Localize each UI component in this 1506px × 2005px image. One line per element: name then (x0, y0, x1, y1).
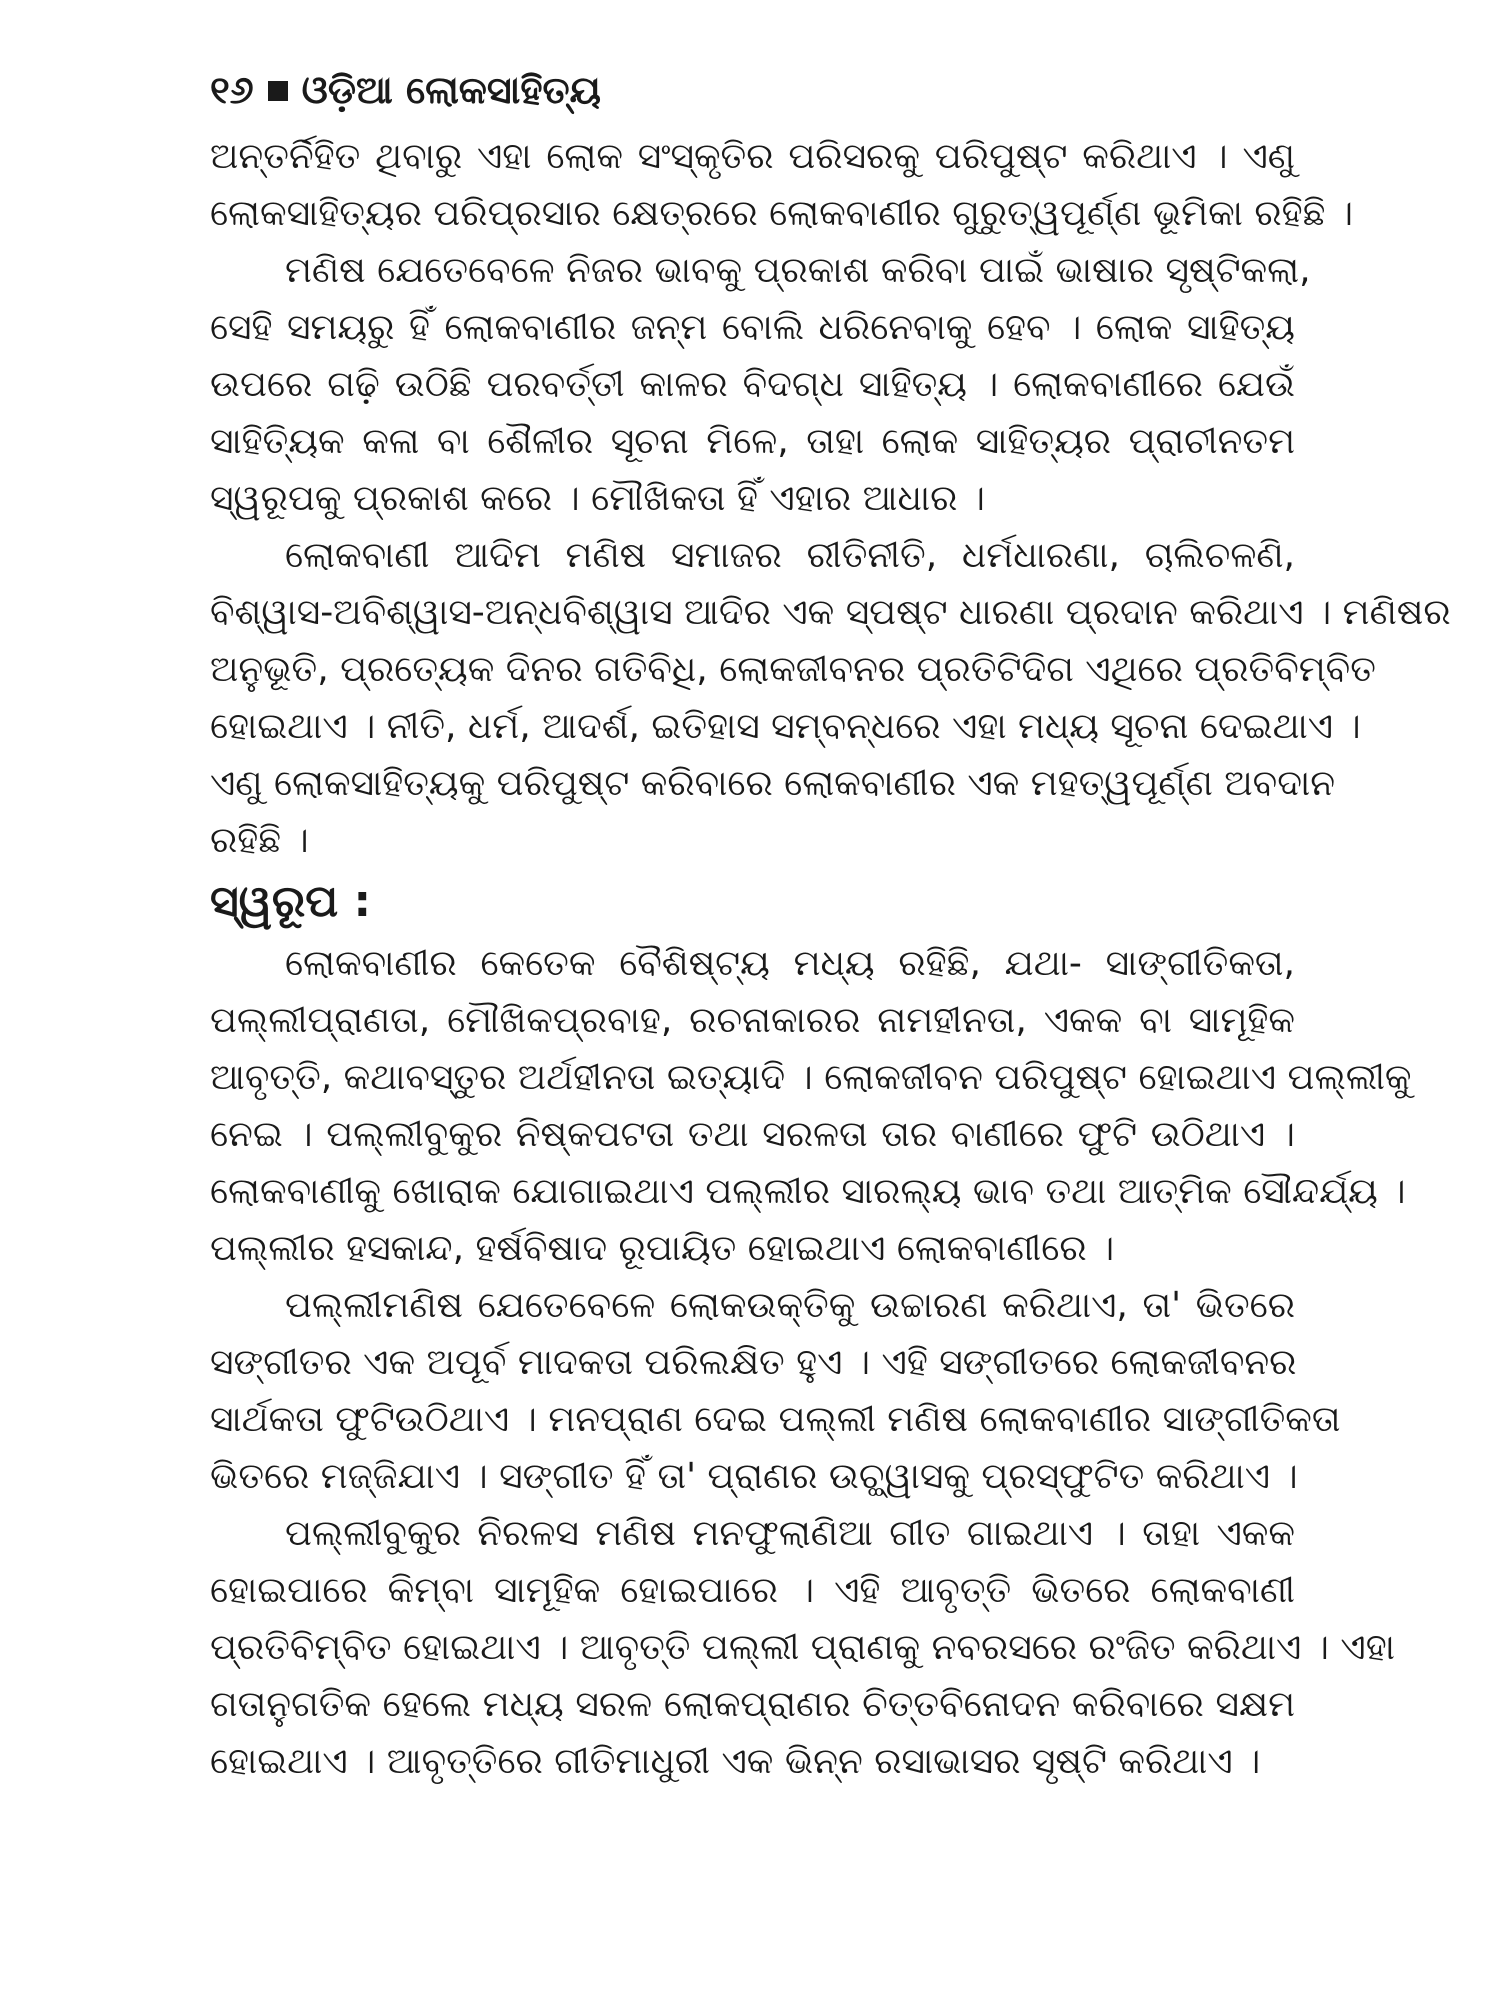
text-line: ନେଇ । ପଲ୍ଲୀବୁକୁର ନିଷ୍କପଟତା ତଥା ସରଳତା ତାର ବାଣୀରେ ଫୁଟି ଉଠିଥାଏ । (210, 1114, 1295, 1155)
text-line: ସାର୍ଥକତା ଫୁଟିଉଠିଥାଏ । ମନପ୍ରାଣ ଦେଇ ପଲ୍ଲୀ ମଣିଷ ଲୋକବାଣୀର ସାଙ୍ଗୀତିକତା (210, 1399, 1341, 1440)
text-line: ପଲ୍ଲୀବୁକୁର ନିରଳସ ମଣିଷ ମନଫୁଲାଣିଆ ଗୀତ ଗାଇଥାଏ । ତାହା ଏକକ (285, 1513, 1295, 1554)
text-line: ଲୋକବାଣୀକୁ ଖୋରାକ ଯୋଗାଇଥାଏ ପଲ୍ଲୀର ସାରଲ୍ୟ ଭାବ ତଥା ଆତ୍ମିକ ସୌନ୍ଦର୍ଯ୍ୟ । (210, 1171, 1406, 1212)
text-line: ସ୍ୱରୂପକୁ ପ୍ରକାଶ କରେ । ମୌଖିକତା ହିଁ ଏହାର ଆଧାର । (210, 478, 986, 519)
text-line: ରହିଛି । (210, 820, 309, 861)
text-line: ଲୋକସାହିତ୍ୟର ପରିପ୍ରସାର କ୍ଷେତ୍ରରେ ଲୋକବାଣୀର ଗୁରୁତ୍ୱପୂର୍ଣ୍ଣ ଭୂମିକା ରହିଛି । (210, 193, 1354, 234)
text-line: ହୋଇଥାଏ । ନୀତି, ଧର୍ମ, ଆଦର୍ଶ, ଇତିହାସ ସମ୍ବନ୍ଧରେ ଏହା ମଧ୍ୟ ସୂଚନା ଦେଇଥାଏ । (210, 706, 1361, 747)
running-head (210, 68, 601, 113)
text-line: ପ୍ରତିବିମ୍ବିତ ହୋଇଥାଏ । ଆବୃତ୍ତି ପଲ୍ଲୀ ପ୍ରାଣକୁ ନବରସରେ ରଂଜିତ କରିଥାଏ । ଏହା (210, 1627, 1395, 1668)
text-line: ଲୋକବାଣୀର କେତେକ ବୈଶିଷ୍ଟ୍ୟ ମଧ୍ୟ ରହିଛି, ଯଥା- ସାଙ୍ଗୀତିକତା, (285, 943, 1295, 984)
text-line: ଏଣୁ ଲୋକସାହିତ୍ୟକୁ ପରିପୁଷ୍ଟ କରିବାରେ ଲୋକବାଣୀର ଏକ ମହତ୍ୱପୂର୍ଣ୍ଣ ଅବଦାନ (210, 763, 1336, 804)
text-line: ପଲ୍ଲୀପ୍ରାଣତା, ମୌଖିକପ୍ରବାହ, ରଚନାକାରର ନାମହୀନତା, ଏକକ ବା ସାମୂହିକ (210, 1000, 1295, 1041)
page-number: ୧୬ (210, 68, 254, 112)
text-line: ଗତାନୁଗତିକ ହେଲେ ମଧ୍ୟ ସରଳ ଲୋକପ୍ରାଣର ଚିତ୍ତବିନୋଦନ କରିବାରେ ସକ୍ଷମ (210, 1684, 1295, 1725)
text-line: ଲୋକବାଣୀ ଆଦିମ ମଣିଷ ସମାଜର ରୀତିନୀତି, ଧର୍ମଧାରଣା, ଚାଲିଚଳଣି, (285, 535, 1295, 576)
text-line: ପଲ୍ଲୀର ହସକାନ୍ଦ, ହର୍ଷବିଷାଦ ରୂପାୟିତ ହୋଇଥାଏ ଲୋକବାଣୀରେ । (210, 1228, 1115, 1269)
body-text (210, 128, 1451, 1790)
text-line: ପଲ୍ଲୀମଣିଷ ଯେତେବେଳେ ଲୋକଉକ୍ତିକୁ ଉଚ୍ଚାରଣ କରିଥାଏ, ତା' ଭିତରେ (285, 1285, 1295, 1326)
text-line: ସେହି ସମୟରୁ ହିଁ ଲୋକବାଣୀର ଜନ୍ମ ବୋଲି ଧରିନେବାକୁ ହେବ । ଲୋକ ସାହିତ୍ୟ (210, 307, 1295, 348)
text-line: ହୋଇଥାଏ । ଆବୃତ୍ତିରେ ଗୀତିମାଧୁରୀ ଏକ ଭିନ୍ନ ରସାଭାସର ସୃଷ୍ଟି କରିଥାଏ । (210, 1741, 1261, 1782)
square-bullet-icon (268, 81, 288, 101)
text-line: ବିଶ୍ୱାସ-ଅବିଶ୍ୱାସ-ଅନ୍ଧବିଶ୍ୱାସ ଆଦିର ଏକ ସ୍ପଷ୍ଟ ଧାରଣା ପ୍ରଦାନ କରିଥାଏ । ମଣିଷର (210, 592, 1451, 633)
text-line: ଭିତରେ ମଜ୍ଜିଯାଏ । ସଙ୍ଗୀତ ହିଁ ତା' ପ୍ରାଣର ଉଚ୍ଛ୍ୱାସକୁ ପ୍ରସ୍ଫୁଟିତ କରିଥାଏ । (210, 1456, 1298, 1497)
text-line: ଉପରେ ଗଢ଼ି ଉଠିଛି ପରବର୍ତ୍ତୀ କାଳର ବିଦଗ୍ଧ ସାହିତ୍ୟ । ଲୋକବାଣୀରେ ଯେଉଁ (210, 364, 1295, 405)
book-title: ଓଡ଼ିଆ ଲୋକସାହିତ୍ୟ (301, 68, 601, 112)
text-line: ମଣିଷ ଯେତେବେଳେ ନିଜର ଭାବକୁ ପ୍ରକାଶ କରିବା ପାଇଁ ଭାଷାର ସୃଷ୍ଟିକଲା, (285, 250, 1311, 291)
text-line: ଆବୃତ୍ତି, କଥାବସ୍ତୁର ଅର୍ଥହୀନତା ଇତ୍ୟାଦି । ଲୋକଜୀବନ ପରିପୁଷ୍ଟ ହୋଇଥାଏ ପଲ୍ଲୀକୁ (210, 1057, 1412, 1098)
text-line: ଅନୁଭୂତି, ପ୍ରତ୍ୟେକ ଦିନର ଗତିବିଧି, ଲୋକଜୀବନର ପ୍ରତିଟିଦିଗ ଏଥିରେ ପ୍ରତିବିମ୍ବିତ (210, 649, 1376, 690)
section-heading: ସ୍ୱରୂପ : (210, 876, 372, 927)
text-line: ହୋଇପାରେ କିମ୍ବା ସାମୂହିକ ହୋଇପାରେ । ଏହି ଆବୃତ୍ତି ଭିତରେ ଲୋକବାଣୀ (210, 1570, 1295, 1611)
text-line: ସାହିତ୍ୟିକ କଳା ବା ଶୈଳୀର ସୂଚନା ମିଳେ, ତାହା ଲୋକ ସାହିତ୍ୟର ପ୍ରାଚୀନତମ (210, 421, 1295, 462)
text-line: ଅନ୍ତର୍ନିହିତ ଥିବାରୁ ଏହା ଲୋକ ସଂସ୍କୃତିର ପରିସରକୁ ପରିପୁଷ୍ଟ କରିଥାଏ । ଏଣୁ (210, 136, 1295, 177)
text-line: ସଙ୍ଗୀତର ଏକ ଅପୂର୍ବ ମାଦକତା ପରିଲକ୍ଷିତ ହୁଏ । ଏହି ସଙ୍ଗୀତରେ ଲୋକଜୀବନର (210, 1342, 1297, 1383)
